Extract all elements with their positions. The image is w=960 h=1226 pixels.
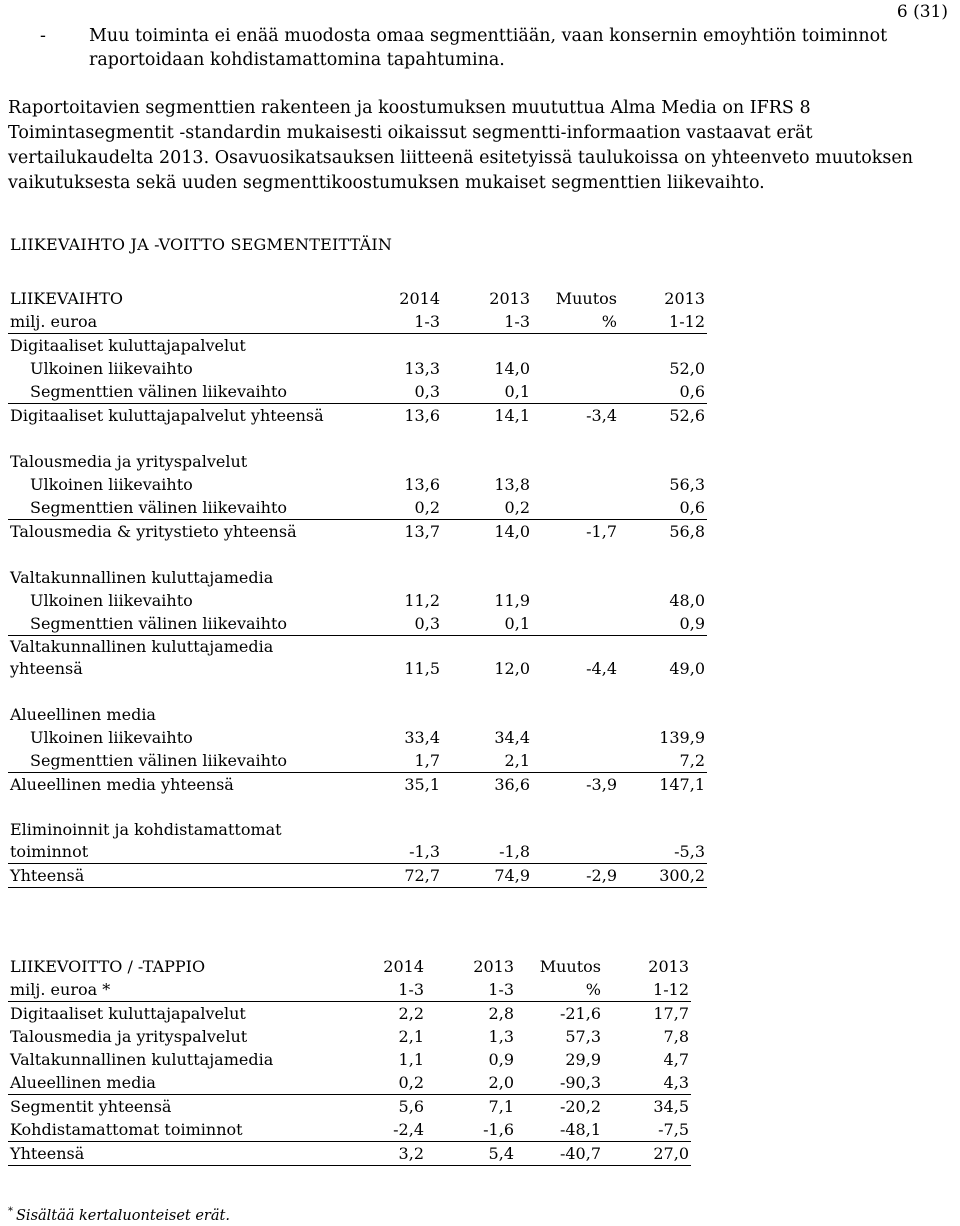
value-cell: -48,1 — [516, 1118, 603, 1142]
value-cell: 0,6 — [619, 496, 707, 520]
segment-total-row — [8, 636, 707, 681]
row-label: Segmenttien välinen liikevaihto — [8, 496, 352, 520]
value-cell: 11,5 — [404, 659, 440, 678]
value-cell: 5,4 — [426, 1142, 516, 1166]
row-label: Ulkoinen liikevaihto — [30, 475, 193, 494]
header-cell: 2013 — [648, 957, 689, 976]
value-cell: 33,4 — [404, 728, 440, 747]
row-label: Ulkoinen liikevaihto — [30, 591, 193, 610]
segment-title-row — [8, 703, 707, 726]
value-cell: -90,3 — [516, 1071, 603, 1095]
spacer-row — [8, 680, 707, 703]
value-cell — [532, 380, 619, 404]
revenue-table — [8, 282, 707, 888]
table-row — [8, 1048, 691, 1071]
value-cell: 0,2 — [336, 1071, 426, 1095]
value-cell: 14,0 — [494, 522, 530, 541]
value-cell: 300,2 — [619, 864, 707, 888]
value-cell: -1,8 — [442, 819, 532, 864]
table-header-row — [8, 282, 707, 310]
value-cell: -7,5 — [603, 1118, 691, 1142]
value-cell: 52,0 — [669, 359, 705, 378]
value-cell — [532, 726, 619, 749]
value-cell: 0,6 — [619, 380, 707, 404]
header-cell: 2013 — [473, 957, 514, 976]
value-cell: 56,8 — [669, 522, 705, 541]
unallocated-row — [8, 1118, 691, 1142]
unit-label: milj. euroa — [8, 310, 352, 334]
value-cell: 11,9 — [494, 591, 530, 610]
value-cell: -2,9 — [532, 864, 619, 888]
row-label: Talousmedia & yritystieto yhteensä — [10, 522, 297, 541]
table-row — [8, 612, 707, 636]
value-cell: -1,3 — [352, 819, 442, 864]
value-cell: 0,2 — [352, 496, 442, 520]
table-row — [8, 589, 707, 612]
row-label: Yhteensä — [8, 1142, 336, 1166]
value-cell: 4,3 — [603, 1071, 691, 1095]
segment-title: Talousmedia ja yrityspalvelut — [10, 452, 248, 471]
segment-title: Alueellinen media — [10, 705, 156, 724]
row-label: Digitaaliset kuluttajapalvelut yhteensä — [10, 406, 324, 425]
value-cell: 57,3 — [565, 1027, 601, 1046]
row-label: Digitaaliset kuluttajapalvelut — [10, 1004, 246, 1023]
bullet-item — [10, 24, 910, 72]
value-cell: 48,0 — [669, 591, 705, 610]
table-row — [8, 1025, 691, 1048]
value-cell: 17,7 — [653, 1004, 689, 1023]
row-label: Ulkoinen liikevaihto — [30, 728, 193, 747]
value-cell — [532, 819, 619, 864]
segment-title: Digitaaliset kuluttajapalvelut — [10, 336, 246, 355]
row-label: Segmentit yhteensä — [10, 1097, 172, 1116]
value-cell: 0,9 — [619, 612, 707, 636]
spacer-row — [8, 427, 707, 450]
value-cell: -40,7 — [516, 1142, 603, 1166]
value-cell: 0,1 — [442, 612, 532, 636]
value-cell: 0,9 — [488, 1050, 514, 1069]
row-label: Ulkoinen liikevaihto — [30, 359, 193, 378]
segment-title-row — [8, 450, 707, 473]
table-row — [8, 496, 707, 520]
value-cell: 2,2 — [398, 1004, 424, 1023]
segment-title-row — [8, 334, 707, 358]
value-cell: 3,2 — [336, 1142, 426, 1166]
header-cell: Muutos — [555, 289, 617, 308]
segment-total-row — [8, 520, 707, 544]
row-label: Kohdistamattomat toiminnot — [8, 1118, 336, 1142]
footnote — [8, 1202, 230, 1226]
value-cell: 29,9 — [565, 1050, 601, 1069]
header-cell: 2014 — [383, 957, 424, 976]
value-cell: 11,2 — [404, 591, 440, 610]
segments-total-row — [8, 1095, 691, 1119]
table-row — [8, 380, 707, 404]
period-cell: % — [516, 978, 603, 1002]
value-cell: 5,6 — [398, 1097, 424, 1116]
grand-total-row — [8, 864, 707, 888]
operating-profit-table — [8, 955, 691, 1166]
value-cell: 1,3 — [488, 1027, 514, 1046]
value-cell: 7,8 — [663, 1027, 689, 1046]
value-cell: 139,9 — [659, 728, 705, 747]
value-cell — [532, 496, 619, 520]
value-cell: 1,1 — [398, 1050, 424, 1069]
row-label: Segmenttien välinen liikevaihto — [8, 749, 352, 773]
header-cell: Muutos — [539, 957, 601, 976]
table-unit-row — [8, 978, 691, 1002]
value-cell: 7,1 — [488, 1097, 514, 1116]
value-cell — [532, 749, 619, 773]
value-cell: 35,1 — [404, 775, 440, 794]
table-row — [8, 1002, 691, 1026]
value-cell: 13,8 — [494, 475, 530, 494]
value-cell: 13,3 — [404, 359, 440, 378]
header-cell: 2014 — [399, 289, 440, 308]
row-label: Segmenttien välinen liikevaihto — [8, 380, 352, 404]
header-label: LIIKEVAIHTO — [10, 289, 123, 308]
value-cell: 34,4 — [494, 728, 530, 747]
unit-label: milj. euroa * — [8, 978, 336, 1002]
value-cell: 13,6 — [404, 475, 440, 494]
segment-title-row — [8, 566, 707, 589]
value-cell — [532, 473, 619, 496]
value-cell: 2,1 — [398, 1027, 424, 1046]
value-cell: 27,0 — [603, 1142, 691, 1166]
footnote-text: Sisältää kertaluonteiset erät. — [16, 1208, 230, 1224]
row-label: Eliminoinnit ja kohdistamattomat toiminnot — [8, 819, 352, 864]
value-cell: -20,2 — [559, 1097, 601, 1116]
period-cell: 1-12 — [619, 310, 707, 334]
value-cell: -4,4 — [586, 659, 617, 678]
segment-total-row — [8, 773, 707, 797]
value-cell: 13,6 — [404, 406, 440, 425]
header-cell: 2013 — [664, 289, 705, 308]
value-cell: 0,2 — [442, 496, 532, 520]
value-cell: 13,7 — [404, 522, 440, 541]
period-cell: % — [532, 310, 619, 334]
value-cell: 49,0 — [669, 659, 705, 678]
value-cell — [532, 612, 619, 636]
value-cell: -5,3 — [619, 819, 707, 864]
value-cell: -1,6 — [426, 1118, 516, 1142]
section-heading: LIIKEVAIHTO JA -VOITTO SEGMENTEITTÄIN — [10, 235, 393, 254]
row-label: Alueellinen media — [8, 1071, 336, 1095]
eliminations-row — [8, 819, 707, 864]
segment-total-row — [8, 404, 707, 428]
value-cell: 52,6 — [669, 406, 705, 425]
bullet-marker: - — [40, 26, 46, 46]
row-label: Yhteensä — [8, 864, 352, 888]
table-unit-row — [8, 310, 707, 334]
value-cell: -2,4 — [336, 1118, 426, 1142]
value-cell: 74,9 — [442, 864, 532, 888]
value-cell: -1,7 — [586, 522, 617, 541]
value-cell: 2,1 — [442, 749, 532, 773]
value-cell: 56,3 — [669, 475, 705, 494]
header-label: LIIKEVOITTO / -TAPPIO — [10, 957, 206, 976]
value-cell: 34,5 — [653, 1097, 689, 1116]
header-cell: 2013 — [489, 289, 530, 308]
row-label: Talousmedia ja yrityspalvelut — [10, 1027, 248, 1046]
footnote-marker: * — [8, 1206, 13, 1217]
spacer-row — [8, 796, 707, 819]
period-cell: 1-3 — [336, 978, 426, 1002]
value-cell: 14,1 — [494, 406, 530, 425]
value-cell: 2,0 — [426, 1071, 516, 1095]
period-cell: 1-3 — [442, 310, 532, 334]
value-cell: 0,1 — [442, 380, 532, 404]
value-cell: 36,6 — [494, 775, 530, 794]
value-cell: 2,8 — [488, 1004, 514, 1023]
value-cell — [532, 357, 619, 380]
value-cell — [532, 589, 619, 612]
value-cell: 7,2 — [619, 749, 707, 773]
value-cell: 14,0 — [494, 359, 530, 378]
period-cell: 1-3 — [426, 978, 516, 1002]
table-row — [8, 726, 707, 749]
intro-paragraph: Raportoitavien segmenttien rakenteen ja koostumuksen muututtua Alma Media on IFRS 8 Toimintasegmentit -standardin mukaisesti oikaissut segmentti-informaation vastaavat erät vertailukaudelta 2013. Osavuosikatsauksen liitteenä esitetyissä taulukoissa on yhteenveto muutoksen vaikutuksesta sekä uuden segmenttikoostumuksen mukaiset segmenttien liikevaihto. — [8, 98, 914, 193]
value-cell: 147,1 — [659, 775, 705, 794]
period-cell: 1-12 — [603, 978, 691, 1002]
value-cell: 72,7 — [352, 864, 442, 888]
table-row — [8, 357, 707, 380]
table-row — [8, 473, 707, 496]
table-header-row — [8, 955, 691, 978]
grand-total-row — [8, 1142, 691, 1166]
table-row — [8, 749, 707, 773]
spacer-row — [8, 543, 707, 566]
value-cell: 0,3 — [352, 612, 442, 636]
row-label: Valtakunnallinen kuluttajamedia — [10, 1050, 274, 1069]
value-cell: 1,7 — [352, 749, 442, 773]
row-label: Segmenttien välinen liikevaihto — [8, 612, 352, 636]
segment-title: Valtakunnallinen kuluttajamedia — [10, 568, 274, 587]
value-cell: 4,7 — [663, 1050, 689, 1069]
bullet-text: Muu toiminta ei enää muodosta omaa segmenttiään, vaan konsernin emoyhtiön toiminnot raportoidaan kohdistamattomina tapahtumina. — [89, 26, 888, 70]
value-cell: -3,9 — [586, 775, 617, 794]
value-cell: -21,6 — [559, 1004, 601, 1023]
value-cell: -3,4 — [586, 406, 617, 425]
row-label: Valtakunnallinen kuluttajamedia yhteensä — [10, 637, 274, 678]
row-label: Alueellinen media yhteensä — [10, 775, 234, 794]
page-number: 6 (31) — [896, 2, 948, 22]
value-cell: 0,3 — [352, 380, 442, 404]
value-cell: 12,0 — [494, 659, 530, 678]
table-row — [8, 1071, 691, 1095]
period-cell: 1-3 — [352, 310, 442, 334]
